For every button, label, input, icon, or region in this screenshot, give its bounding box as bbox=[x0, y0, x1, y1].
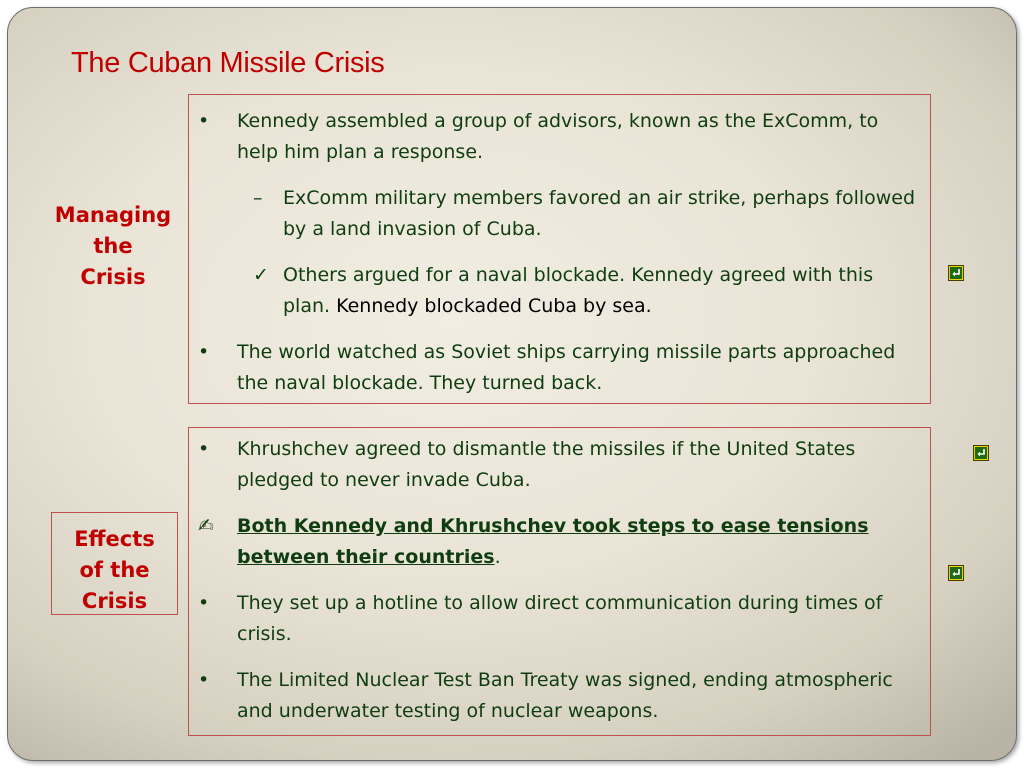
bullet-icon: • bbox=[198, 438, 210, 460]
list-item bbox=[189, 665, 930, 727]
slide bbox=[7, 7, 1017, 761]
managing-list bbox=[189, 95, 930, 399]
list-item-suffix: . bbox=[494, 546, 501, 568]
list-item bbox=[189, 588, 930, 650]
list-item-text: The Limited Nuclear Test Ban Treaty was signed, ending atmospheric and underwater testing of nuclear weapons. bbox=[237, 669, 893, 722]
effects-list bbox=[189, 428, 930, 727]
bullet-icon: • bbox=[198, 341, 210, 363]
list-item bbox=[189, 337, 930, 399]
checkmark-icon: ✓ bbox=[253, 264, 269, 286]
bullet-icon: • bbox=[198, 592, 210, 614]
effects-panel bbox=[188, 427, 931, 736]
list-item bbox=[189, 106, 930, 168]
bullet-icon: • bbox=[198, 110, 210, 132]
bullet-icon: • bbox=[198, 669, 210, 691]
list-item-text: Others argued for a naval blockade. Kennedy agreed with this plan. bbox=[283, 264, 874, 317]
return-icon[interactable] bbox=[973, 445, 989, 461]
section-label-line: of the bbox=[79, 558, 150, 582]
dash-icon: – bbox=[253, 187, 263, 209]
managing-panel bbox=[188, 94, 931, 404]
list-item-text: Khrushchev agreed to dismantle the missiles if the United States pledged to never invade Cuba. bbox=[237, 438, 856, 491]
section-label-managing bbox=[38, 200, 188, 293]
list-item-text: Both Kennedy and Khrushchev took steps to ease tensions between their countries bbox=[237, 515, 869, 568]
list-item bbox=[189, 183, 930, 245]
list-item bbox=[189, 260, 930, 322]
writing-hand-icon: ✍ bbox=[198, 515, 214, 537]
section-label-effects bbox=[51, 512, 178, 615]
list-item-emphasis: Kennedy blockaded Cuba by sea. bbox=[336, 295, 652, 317]
section-label-line: Crisis bbox=[81, 589, 148, 613]
list-item bbox=[189, 511, 930, 573]
list-item-text: They set up a hotline to allow direct communication during times of crisis. bbox=[237, 592, 883, 645]
list-item bbox=[189, 434, 930, 496]
section-label-line: Effects bbox=[74, 527, 155, 551]
section-label-line: the bbox=[93, 234, 133, 258]
slide-title: The Cuban Missile Crisis bbox=[71, 47, 385, 79]
return-icon[interactable] bbox=[948, 265, 964, 281]
list-item-text: ExComm military members favored an air strike, perhaps followed by a land invasion of Cuba. bbox=[283, 187, 916, 240]
list-item-text: The world watched as Soviet ships carrying missile parts approached the naval blockade. They turned back. bbox=[237, 341, 896, 394]
section-label-line: Crisis bbox=[80, 265, 146, 289]
return-icon[interactable] bbox=[948, 565, 964, 581]
section-label-line: Managing bbox=[54, 203, 172, 227]
list-item-text: Kennedy assembled a group of advisors, known as the ExComm, to help him plan a response. bbox=[237, 110, 879, 163]
